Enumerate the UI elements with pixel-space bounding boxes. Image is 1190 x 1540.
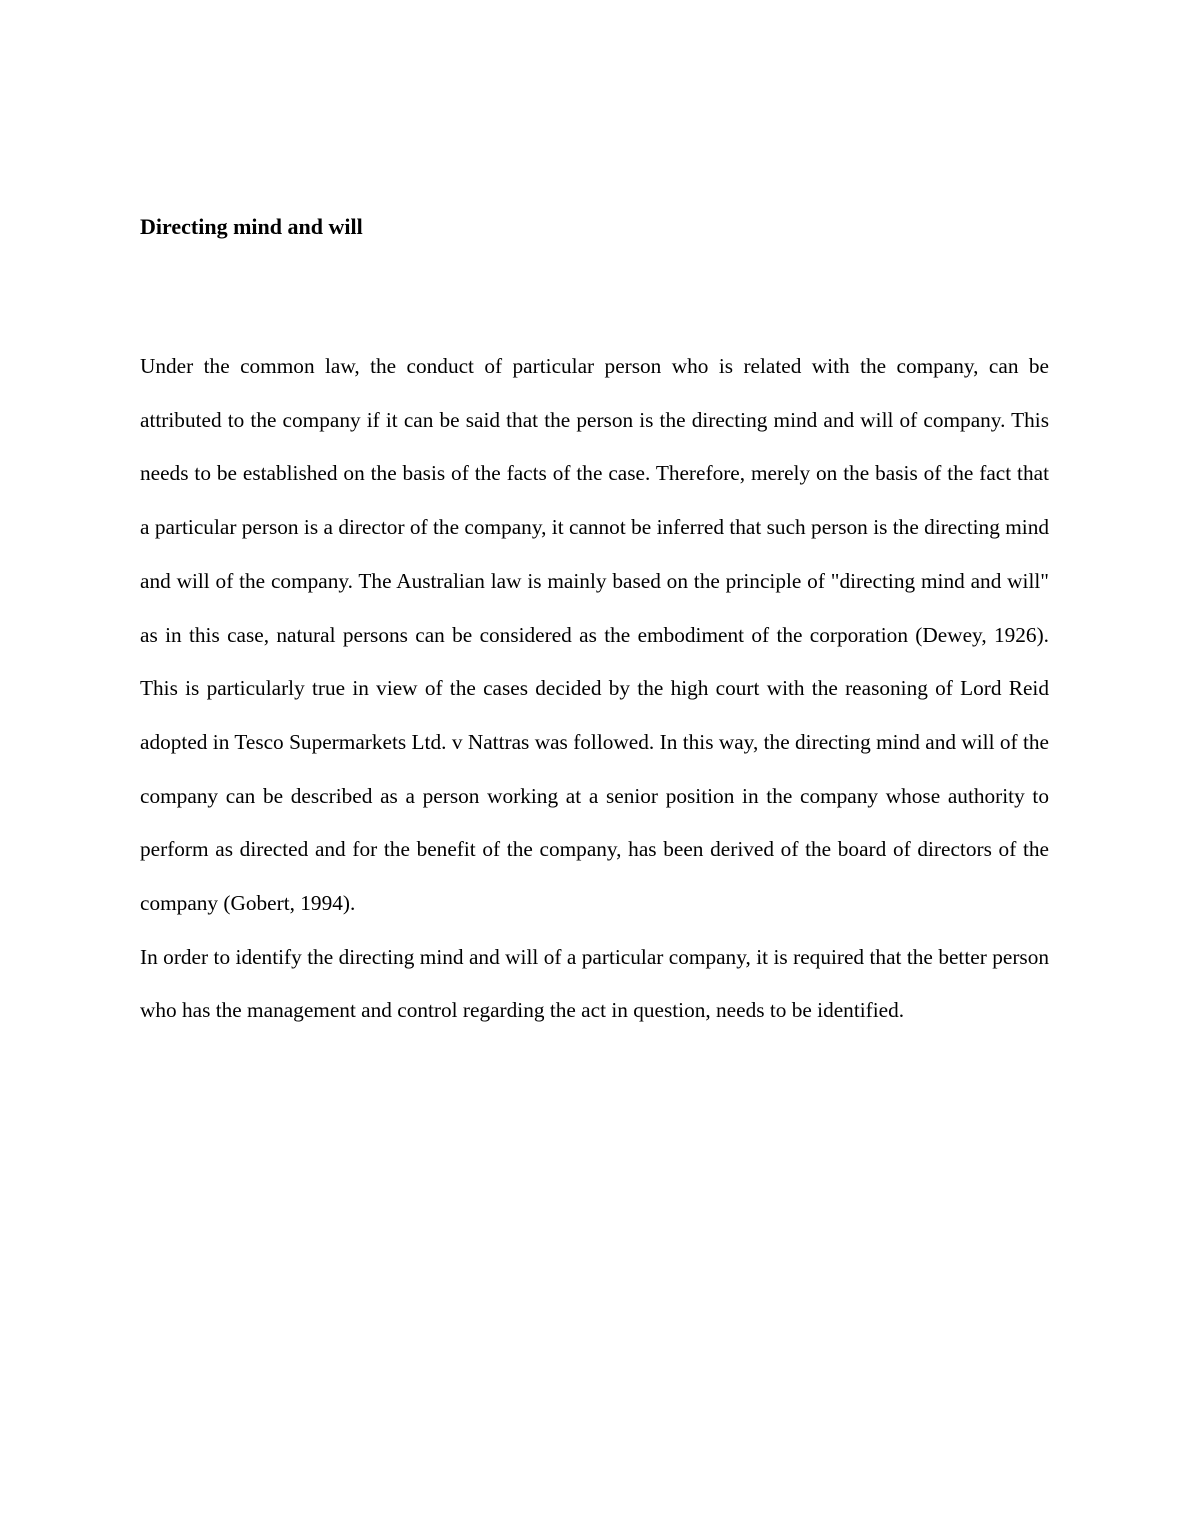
section-heading: Directing mind and will: [140, 214, 363, 239]
document-body: [140, 207, 1049, 1038]
body-paragraph: In order to identify the directing mind and will of a particular company, it is required that the better person who has the management and control regarding the act in question, needs to be identified.: [140, 944, 1049, 1023]
body-paragraph: Under the common law, the conduct of particular person who is related with the company, can be attributed to the company if it can be said that the person is the directing mind and will of company. This needs to be established on the basis of the facts of the case. Therefore, merely on the basis of the fact that a particular person is a director of the company, it cannot be inferred that such person is the directing mind and will of the company. The Australian law is mainly based on the principle of "directing mind and will" as in this case, natural persons can be considered as the embodiment of the corporation (Dewey, 1926). This is particularly true in view of the cases decided by the high court with the reasoning of Lord Reid adopted in Tesco Supermarkets Ltd. v Nattras was followed. In this way, the directing mind and will of the company can be described as a person working at a senior position in the company whose authority to perform as directed and for the benefit of the company, has been derived of the board of directors of the company (Gobert, 1994).: [140, 354, 1049, 916]
